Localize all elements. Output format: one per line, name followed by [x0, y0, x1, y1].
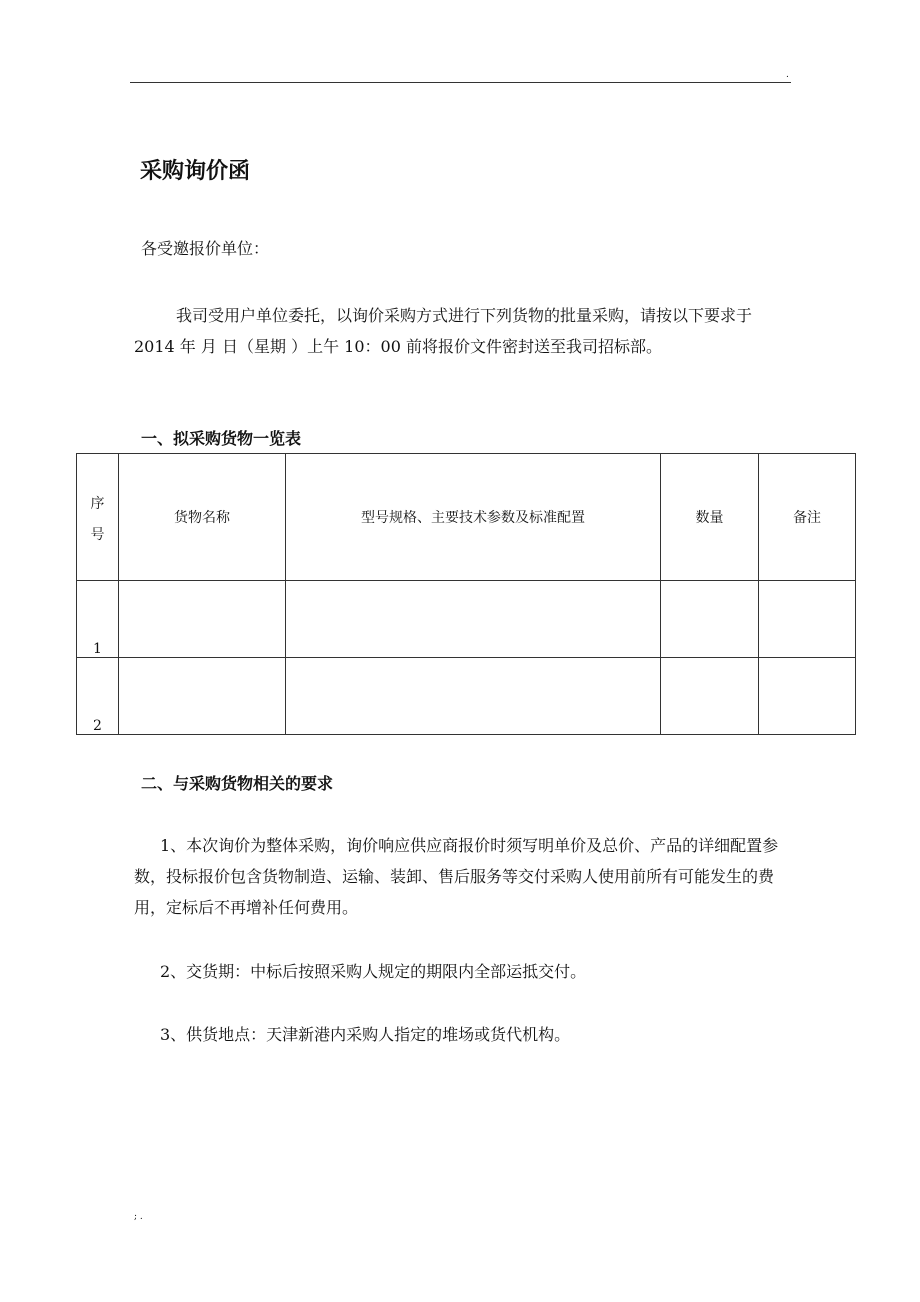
row-spec	[286, 581, 661, 658]
section2-heading: 二、与采购货物相关的要求	[141, 774, 334, 793]
row-spec	[286, 658, 661, 735]
header-seq	[77, 454, 119, 581]
header-rule	[130, 82, 791, 83]
row-seq: 2	[77, 658, 119, 735]
goods-table	[76, 453, 856, 735]
requirement-item: 3、供货地点：天津新港内采购人指定的堆场或货代机构。	[160, 1025, 571, 1044]
salutation: 各受邀报价单位：	[141, 239, 270, 258]
row-remarks	[759, 581, 856, 658]
table-row	[77, 581, 856, 658]
row-goods-name	[119, 658, 286, 735]
header-spec: 型号规格、主要技术参数及标准配置	[286, 454, 661, 581]
header-mark: .	[786, 70, 789, 80]
requirement-item: 2、交货期：中标后按照采购人规定的期限内全部运抵交付。	[160, 962, 587, 981]
section1-heading: 一、拟采购货物一览表	[141, 429, 302, 448]
row-quantity	[661, 658, 759, 735]
requirement-item: 1、本次询价为整体采购，询价响应供应商报价时须写明单价及总价、产品的详细配置参数，投标报价包含货物制造、运输、装卸、售后服务等交付采购人使用前所有可能发生的费用，定标后不再增补任何费用。	[134, 836, 779, 917]
document-title: 采购询价函	[140, 158, 251, 184]
table-row	[77, 658, 856, 735]
table-header-row	[77, 454, 856, 581]
row-quantity	[661, 581, 759, 658]
header-quantity: 数量	[661, 454, 759, 581]
row-seq: 1	[77, 581, 119, 658]
footer-mark: ; .	[134, 1212, 143, 1222]
row-goods-name	[119, 581, 286, 658]
row-remarks	[759, 658, 856, 735]
header-seq-label: 序号	[90, 496, 105, 543]
intro-paragraph: 我司受用户单位委托，以询价采购方式进行下列货物的批量采购，请按以下要求于 2014 年 月 日（星期 ）上午 10：00 前将报价文件密封送至我司招标部。	[134, 306, 753, 356]
header-goods-name: 货物名称	[119, 454, 286, 581]
header-remarks: 备注	[759, 454, 856, 581]
